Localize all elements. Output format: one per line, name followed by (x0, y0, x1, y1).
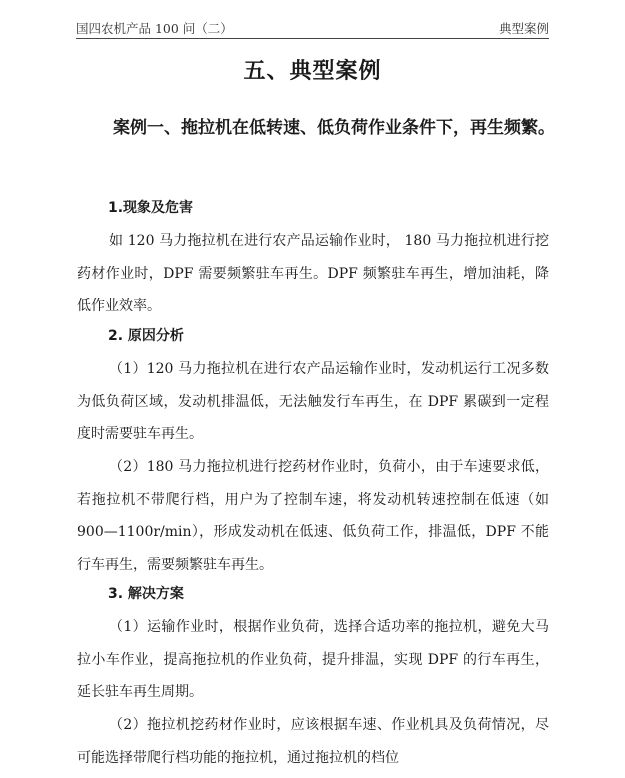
paragraph-solution-1: （1）运输作业时，根据作业负荷，选择合适功率的拖拉机，避免大马拉小车作业，提高拖拉机的作业负荷，提升排温，实现 DPF 的行车再生，延长驻车再生周期。 (77, 619, 549, 700)
header-book-title: 国四农机产品 100 问（二） (76, 21, 233, 36)
section-heading-cause: 2. 原因分析 (108, 328, 184, 344)
paragraph-solution-2: （2）拖拉机挖药材作业时，应该根据车速、作业机具及负荷情况，尽可能选择带爬行档功能的拖拉机，通过拖拉机的档位 (77, 717, 549, 766)
section-heading-solution: 3. 解决方案 (108, 586, 184, 602)
header-section-name: 典型案例 (498, 21, 549, 36)
paragraph-cause-2: （2）180 马力拖拉机进行挖药材作业时，负荷小，由于车速要求低，若拖拉机不带爬行档，用户为了控制车速，将发动机转速控制在低速（如 900—1100r/min），形成发动机在低速、低负荷工作，排温低，DPF 不能行车再生，需要频繁驻车再生。 (77, 459, 549, 573)
running-header (76, 16, 549, 39)
paragraph-phenomenon: 如 120 马力拖拉机在进行农产品运输作业时， 180 马力拖拉机进行挖药材作业时，DPF 需要频繁驻车再生。DPF 频繁驻车再生，增加油耗，降低作业效率。 (77, 233, 549, 314)
section-heading-phenomenon: 1.现象及危害 (108, 200, 194, 216)
paragraph-cause-1: （1）120 马力拖拉机在进行农产品运输作业时，发动机运行工况多数为低负荷区域，发动机排温低，无法触发行车再生，在 DPF 累碳到一定程度时需要驻车再生。 (77, 361, 549, 442)
chapter-title: 五、典型案例 (243, 59, 382, 84)
case-title: 案例一、拖拉机在低转速、低负荷作业条件下，再生频繁。 (113, 118, 555, 138)
